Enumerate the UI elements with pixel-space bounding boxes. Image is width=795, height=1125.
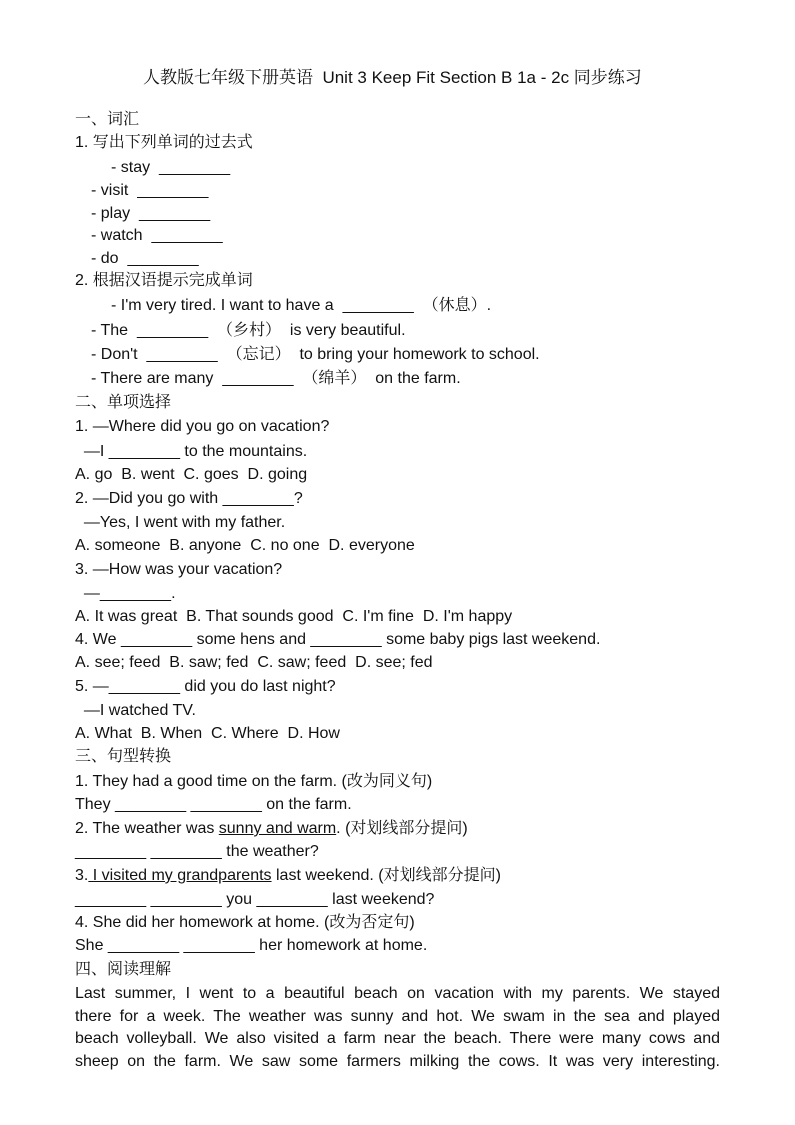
choice-line: —I ________ to the mountains. [75,443,308,460]
reading-passage [75,983,720,1074]
choice-line: —I watched TV. [75,702,196,719]
fill-item: - There are many ________ （绵羊） on the farm. [91,370,461,387]
choice-options: A. It was great B. That sounds good C. I'm fine D. I'm happy [75,608,513,625]
underlined-phrase: sunny and warm [218,820,337,837]
choice-options: A. What B. When C. Where D. How [75,725,340,742]
fill-item: - watch ________ [91,227,223,244]
passage-line: there for a week. The weather was sunny and hot. We swam in the sea and played [75,1007,720,1025]
fill-item: - visit ________ [91,182,209,199]
question-title: 1. 写出下列单词的过去式 [75,134,253,151]
choice-line: —Yes, I went with my father. [75,514,286,531]
passage-line: Last summer, I went to a beautiful beach on vacation with my parents. We stayed [75,985,720,1002]
choice-line: 3. —How was your vacation? [75,561,283,578]
choice-line: —________. [75,585,176,602]
fill-item: - The ________ （乡村） is very beautiful. [91,322,406,339]
transform-question [75,865,501,887]
transform-question [75,818,468,840]
question-text: 3. [75,867,89,884]
fill-item: - play ________ [91,205,211,222]
transform-answer: ________ ________ the weather? [75,843,319,860]
transform-answer: She ________ ________ her homework at home. [75,937,428,954]
section-heading-choice: 二、单项选择 [75,394,172,411]
choice-line: 5. —________ did you do last night? [75,678,336,695]
choice-options: A. someone B. anyone C. no one D. everyone [75,537,415,554]
choice-line: 1. —Where did you go on vacation? [75,418,330,435]
section-heading-transform: 三、句型转换 [75,748,172,765]
passage-line: sheep on the farm. We saw some farmers milking the cows. It was very interesting. [75,1053,720,1071]
transform-question: 4. She did her homework at home. (改为否定句) [75,914,415,931]
fill-item: - Don't ________ （忘记） to bring your homework to school. [91,346,540,363]
question-text: . (对划线部分提问) [336,820,468,837]
question-text: last weekend. (对划线部分提问) [271,867,501,884]
fill-item: - I'm very tired. I want to have a ________ （休息）. [111,297,492,314]
transform-answer: They ________ ________ on the farm. [75,796,352,813]
transform-question: 1. They had a good time on the farm. (改为同义句) [75,773,433,790]
choice-options: A. see; feed B. saw; fed C. saw; feed D. see; fed [75,654,433,671]
question-title: 2. 根据汉语提示完成单词 [75,272,253,289]
choice-line: 4. We ________ some hens and ________ some baby pigs last weekend. [75,631,601,648]
choice-options: A. go B. went C. goes D. going [75,466,308,483]
transform-answer: ________ ________ you ________ last weekend? [75,891,435,908]
underlined-phrase: I visited my grandparents [88,867,272,884]
section-heading-reading: 四、阅读理解 [75,961,172,978]
passage-line: beach volleyball. We also visited a farm near the beach. There were many cows and [75,1030,720,1048]
choice-line: 2. —Did you go with ________? [75,490,303,507]
fill-item: - do ________ [91,250,199,267]
section-heading-vocab: 一、词汇 [75,111,140,128]
page-title: 人教版七年级下册英语 Unit 3 Keep Fit Section B 1a - 2c 同步练习 [143,68,642,87]
question-text: 2. The weather was [75,820,219,837]
fill-item: - stay ________ [111,159,231,176]
